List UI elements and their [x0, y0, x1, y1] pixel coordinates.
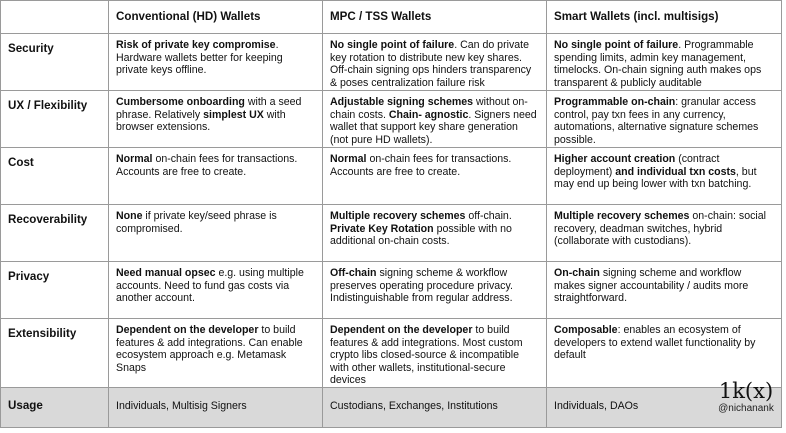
emphasis-text: Risk of private key compromise — [116, 39, 276, 51]
emphasis-text: Normal — [116, 153, 153, 165]
row-security — [1, 34, 782, 91]
cell-conventional: Need manual opsec e.g. using multiple accounts. Need to fund gas costs via another account. — [109, 262, 323, 319]
cell-mpc: Multiple recovery schemes off-chain. Private Key Rotation possible with no additional on-chain costs. — [323, 205, 547, 262]
cell-conventional: Cumbersome onboarding with a seed phrase. Relatively simplest UX with browser extensions. — [109, 91, 323, 148]
row-label: Cost — [1, 148, 109, 205]
emphasis-text: No single point of failure — [330, 39, 455, 51]
author-handle: @nichanank — [718, 403, 774, 414]
emphasis-text: Multiple recovery schemes — [330, 210, 466, 222]
cell-smart: No single point of failure. Programmable spending limits, admin key management, timelocks. On-chain signing auth makes ops transparent & publicly auditable — [547, 34, 782, 91]
header-row — [1, 1, 782, 34]
cell-smart: Composable: enables an ecosystem of developers to extend wallet functionality by default — [547, 319, 782, 388]
emphasis-text: Need manual opsec — [116, 267, 216, 279]
cell-mpc: Dependent on the developer to build features & add integrations. Most custom crypto libs closed-source & incompatible with other wallets, institutional-secure devices — [323, 319, 547, 388]
emphasis-text: Composable — [554, 324, 618, 336]
emphasis-text: Cumbersome onboarding — [116, 96, 245, 108]
row-label: Extensibility — [1, 319, 109, 388]
cell-conventional: None if private key/seed phrase is compromised. — [109, 205, 323, 262]
header-conventional-wallets: Conventional (HD) Wallets — [109, 1, 323, 34]
cell-smart: Higher account creation (contract deployment) and individual txn costs, but may end up being lower with txn batching. — [547, 148, 782, 205]
brand-logo — [708, 380, 784, 430]
emphasis-text: simplest UX — [203, 108, 264, 121]
row-privacy — [1, 262, 782, 319]
row-usage — [1, 387, 782, 427]
emphasis-text: On-chain — [554, 267, 600, 279]
cell-smart: On-chain signing scheme and workflow makes signer accountability / audits more straightforward. — [547, 262, 782, 319]
emphasis-text: Multiple recovery schemes — [554, 210, 690, 222]
emphasis-text: Private Key Rotation — [330, 222, 434, 235]
row-ux-flexibility — [1, 91, 782, 148]
cell-smart: Multiple recovery schemes on-chain: social recovery, deadman switches, hybrid (collaborate with custodians). — [547, 205, 782, 262]
cell-conventional: Normal on-chain fees for transactions. Accounts are free to create. — [109, 148, 323, 205]
emphasis-text: Off-chain — [330, 267, 377, 279]
emphasis-text: Programmable on-chain — [554, 96, 676, 108]
emphasis-text: Dependent on the developer — [116, 324, 259, 336]
emphasis-text: Chain- agnostic — [388, 108, 469, 121]
emphasis-text: None — [116, 210, 143, 222]
cell-conventional: Dependent on the developer to build features & add integrations. Can enable ecosystem approach e.g. Metamask Snaps — [109, 319, 323, 388]
row-label: Recoverability — [1, 205, 109, 262]
cell-mpc: Adjustable signing schemes without on-chain costs. Chain- agnostic. Signers need wallet that support key share generation (not pure HD wallets). — [323, 91, 547, 148]
row-extensibility — [1, 319, 782, 388]
row-label: UX / Flexibility — [1, 91, 109, 148]
brand-logo-mark: 1k(x) — [718, 379, 774, 403]
row-label: Usage — [1, 387, 109, 427]
emphasis-text: No single point of failure — [554, 39, 679, 51]
emphasis-text: Higher account creation — [554, 153, 676, 165]
row-label: Privacy — [1, 262, 109, 319]
cell-mpc: Custodians, Exchanges, Institutions — [323, 387, 547, 427]
cell-smart: Individuals, DAOs — [547, 387, 782, 427]
cell-mpc: Normal on-chain fees for transactions. Accounts are free to create. — [323, 148, 547, 205]
emphasis-text: Normal — [330, 153, 367, 165]
row-recoverability — [1, 205, 782, 262]
cell-smart: Programmable on-chain: granular access control, pay txn fees in any currency, automations, alternative signature schemes possible. — [547, 91, 782, 148]
header-mpc-tss-wallets: MPC / TSS Wallets — [323, 1, 547, 34]
cell-conventional: Risk of private key compromise. Hardware wallets better for keeping private keys offline. — [109, 34, 323, 91]
emphasis-text: Adjustable signing schemes — [330, 96, 474, 108]
emphasis-text: Dependent on the developer — [330, 324, 473, 336]
cell-mpc: No single point of failure. Can do private key rotation to distribute new key shares. Off-chain signing ops hinders transparency & poses centralization failure risk — [323, 34, 547, 91]
row-label: Security — [1, 34, 109, 91]
emphasis-text: and individual txn costs — [615, 165, 736, 178]
header-smart-wallets: Smart Wallets (incl. multisigs) — [547, 1, 782, 34]
row-cost — [1, 148, 782, 205]
header-corner — [1, 1, 109, 34]
cell-conventional: Individuals, Multisig Signers — [109, 387, 323, 427]
cell-mpc: Off-chain signing scheme & workflow preserves operating procedure privacy. Indistinguishable from regular address. — [323, 262, 547, 319]
